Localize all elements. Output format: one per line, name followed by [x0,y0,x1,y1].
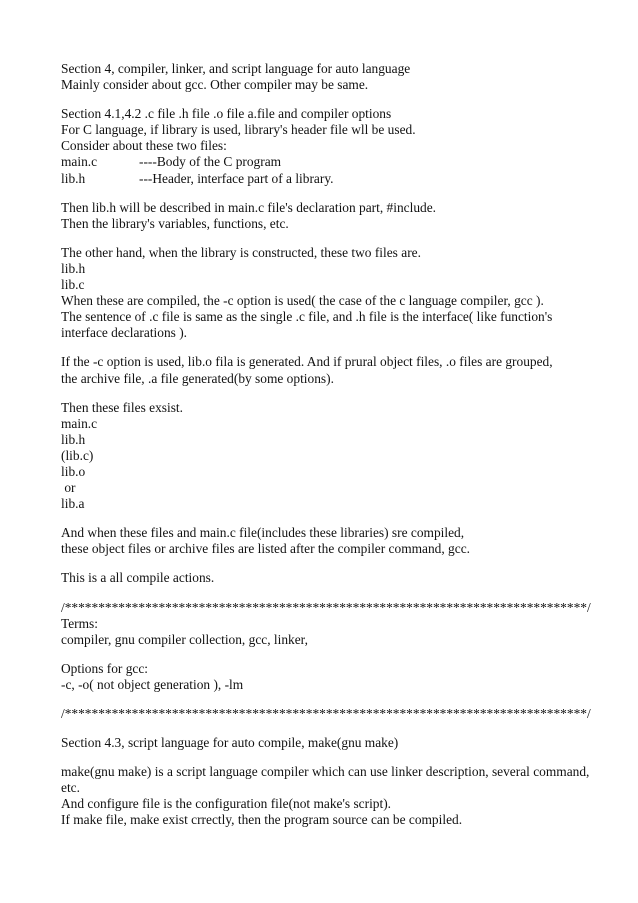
list-item: main.c [61,415,98,431]
list-item: (lib.c) [61,447,94,463]
text-line: And configure file is the configuration file(not make's script). [61,796,392,812]
paragraph-terms [61,616,581,648]
text-line: Mainly consider about gcc. Other compiler may be same. [61,77,369,93]
text-line: lib.h [61,260,86,276]
text-line: -c, -o( not object generation ), -lm [61,676,244,692]
paragraph-include [61,200,581,232]
text-line: If the -c option is used, lib.o fila is generated. And if prural object files, .o files are grouped, [61,354,553,370]
paragraph-options [61,661,581,693]
file-name: main.c [61,154,98,170]
document-body [61,61,591,829]
paragraph-section-4-3 [61,735,581,751]
section-4-heading: Section 4, compiler, linker, and script language for auto language [61,61,411,76]
text-line: Then lib.h will be described in main.c file's declaration part, #include. [61,199,436,215]
list-item: lib.o [61,463,86,479]
separator-line: /******************************************************************************/ [61,706,591,721]
section-4-3-heading: Section 4.3, script language for auto compile, make(gnu make) [61,735,399,751]
list-item: lib.h [61,431,86,447]
paragraph-make [61,764,590,828]
text-line: This is a all compile actions. [61,570,215,586]
text-line: lib.c [61,277,85,293]
text-line: For C language, if library is used, library's header file wll be used. [61,122,416,138]
text-line: the archive file, .a file generated(by some options). [61,370,334,386]
text-line: Consider about these two files: [61,138,227,154]
options-heading: Options for gcc: [61,660,149,676]
file-description: ---Header, interface part of a library. [139,170,334,186]
text-line: etc. [61,780,80,796]
section-4-1-heading: Section 4.1,4.2 .c file .h file .o file a.file and compiler options [61,106,392,122]
paragraph-section-4-1 [61,106,581,186]
text-line: The other hand, when the library is constructed, these two files are. [61,244,421,260]
paragraph-summary [61,570,581,586]
paragraph-library-construction [61,245,581,342]
terms-heading: Terms: [61,615,98,631]
text-line: interface declarations ). [61,325,188,341]
list-item: or [61,480,76,496]
paragraph-intro [61,61,581,93]
paragraph-object-files [61,354,581,386]
text-line: Then the library's variables, functions, etc. [61,215,289,231]
file-name: lib.h [61,170,86,186]
text-line: When these are compiled, the -c option is used( the case of the c language compiler, gcc ). [61,293,544,309]
text-line: The sentence of .c file is same as the single .c file, and .h file is the interface( like function's [61,309,553,325]
text-line: And when these files and main.c file(includes these libraries) sre compiled, [61,525,465,541]
file-description: ----Body of the C program [139,154,282,170]
text-line: make(gnu make) is a script language compiler which can use linker description, several command, [61,764,590,780]
paragraph-file-list [61,400,581,513]
list-item: lib.a [61,496,85,512]
file-row [61,171,581,187]
text-line: Then these files exsist. [61,399,183,415]
paragraph-compile [61,525,581,557]
text-line: these object files or archive files are listed after the compiler command, gcc. [61,541,470,557]
text-line: compiler, gnu compiler collection, gcc, linker, [61,631,308,647]
file-row [61,154,581,170]
separator-line: /******************************************************************************/ [61,599,591,615]
text-line: If make file, make exist crrectly, then the program source can be compiled. [61,812,463,828]
